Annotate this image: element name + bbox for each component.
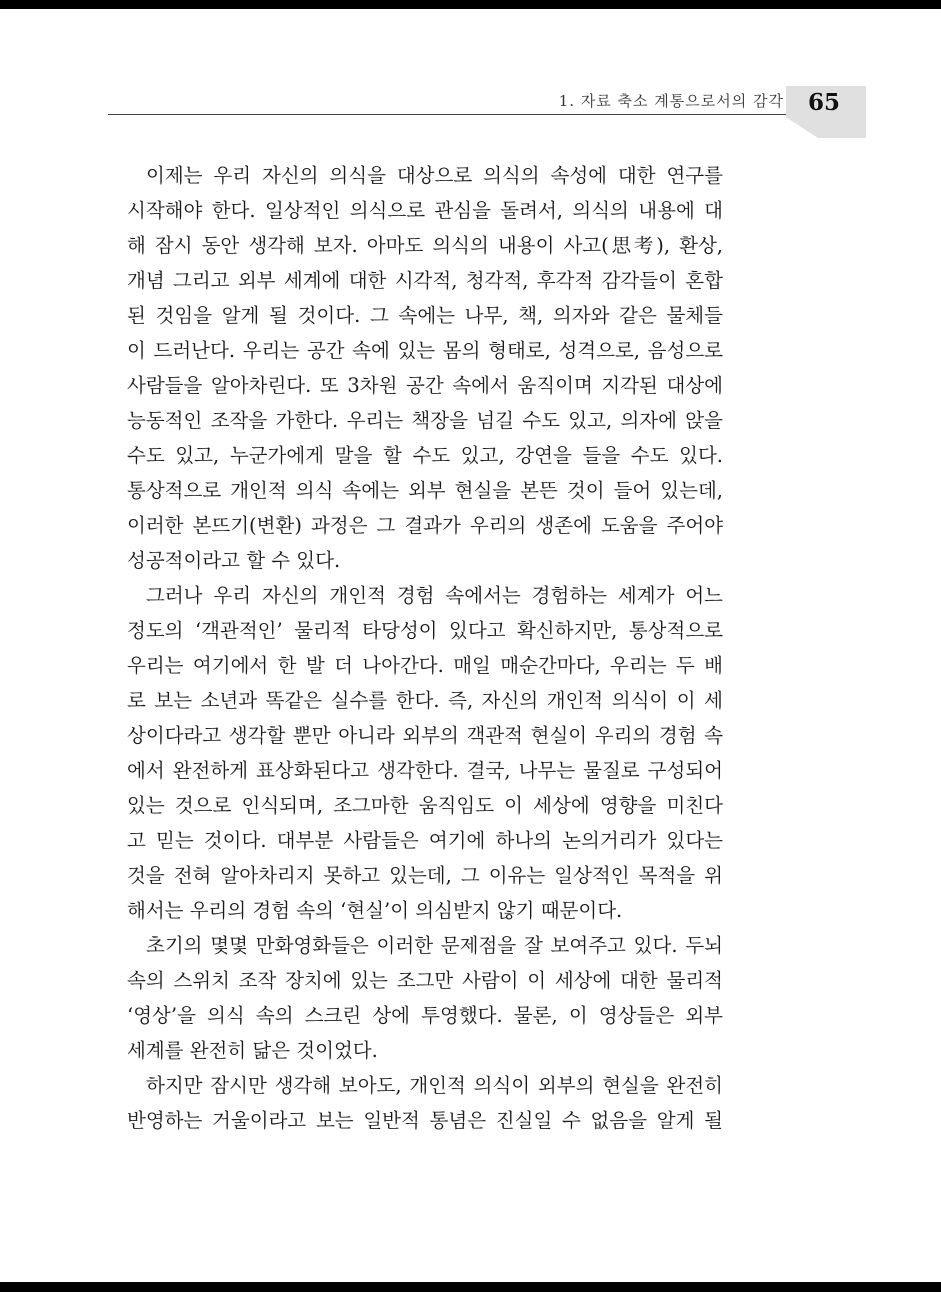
text-line: 정도의 ‘객관적인’ 물리적 타당성이 있다고 확신하지만, 통상적으로 bbox=[127, 619, 723, 642]
text-line: 상이다라고 생각할 뿐만 아니라 외부의 객관적 현실이 우리의 경험 속 bbox=[127, 724, 723, 747]
paragraph-1 bbox=[108, 158, 723, 578]
text-line: 하지만 잠시만 생각해 보아도, 개인적 의식이 외부의 현실을 완전히 bbox=[146, 1074, 723, 1097]
text-line: 이 드러난다. 우리는 공간 속에 있는 몸의 형태로, 성격으로, 음성으로 bbox=[127, 339, 723, 362]
text-line: 이제는 우리 자신의 의식을 대상으로 의식의 속성에 대한 연구를 bbox=[146, 164, 723, 187]
body-text bbox=[108, 158, 723, 1138]
paragraph-3 bbox=[108, 928, 723, 1068]
text-line: 수도 있고, 누군가에게 말을 할 수도 있고, 강연을 들을 수도 있다. bbox=[127, 444, 723, 467]
chapter-title: 1. 자료 축소 계통으로서의 감각 bbox=[558, 92, 784, 110]
text-line: 시작해야 한다. 일상적인 의식으로 관심을 돌려서, 의식의 내용에 대 bbox=[127, 199, 723, 222]
text-line: 것을 전혀 알아차리지 못하고 있는데, 그 이유는 일상적인 목적을 위 bbox=[127, 864, 723, 887]
text-line: 우리는 여기에서 한 발 더 나아간다. 매일 매순간마다, 우리는 두 배 bbox=[127, 654, 723, 677]
text-line: 개념 그리고 외부 세계에 대한 시각적, 청각적, 후각적 감각들이 혼합 bbox=[127, 269, 723, 292]
bottom-border bbox=[0, 1282, 941, 1292]
top-border bbox=[0, 0, 941, 9]
text-line: 사람들을 알아차린다. 또 3차원 공간 속에서 움직이며 지각된 대상에 bbox=[127, 374, 723, 397]
text-line: 고 믿는 것이다. 대부분 사람들은 여기에 하나의 논의거리가 있다는 bbox=[127, 829, 723, 852]
running-head bbox=[108, 86, 786, 115]
text-line: 반영하는 거울이라고 보는 일반적 통념은 진실일 수 없음을 알게 될 bbox=[127, 1109, 723, 1132]
text-line: 해서는 우리의 경험 속의 ‘현실’이 의심받지 않기 때문이다. bbox=[127, 899, 623, 922]
paragraph-4 bbox=[108, 1068, 723, 1138]
text-line: 이러한 본뜨기(변환) 과정은 그 결과가 우리의 생존에 도움을 주어야 bbox=[127, 514, 723, 537]
page-number: 65 bbox=[807, 89, 840, 116]
text-line: 있는 것으로 인식되며, 조그마한 움직임도 이 세상에 영향을 미친다 bbox=[127, 794, 723, 817]
text-line: 로 보는 소년과 똑같은 실수를 한다. 즉, 자신의 개인적 의식이 이 세 bbox=[127, 689, 723, 712]
text-line: 속의 스위치 조작 장치에 있는 조그만 사람이 이 세상에 대한 물리적 bbox=[127, 969, 723, 992]
text-line: 그러나 우리 자신의 개인적 경험 속에서는 경험하는 세계가 어느 bbox=[146, 584, 723, 607]
paragraph-2 bbox=[108, 578, 723, 928]
text-line: 해 잠시 동안 생각해 보자. 아마도 의식의 내용이 사고(思考), 환상, bbox=[127, 234, 723, 257]
text-line: 된 것임을 알게 될 것이다. 그 속에는 나무, 책, 의자와 같은 물체들 bbox=[127, 304, 723, 327]
text-line: 성공적이라고 할 수 있다. bbox=[127, 549, 341, 572]
text-line: ‘영상’을 의식 속의 스크린 상에 투영했다. 물론, 이 영상들은 외부 bbox=[127, 1004, 723, 1027]
text-line: 세계를 완전히 닮은 것이었다. bbox=[127, 1039, 378, 1062]
text-line: 능동적인 조작을 가한다. 우리는 책장을 넘길 수도 있고, 의자에 앉을 bbox=[127, 409, 723, 432]
text-line: 통상적으로 개인적 의식 속에는 외부 현실을 본뜬 것이 들어 있는데, bbox=[127, 479, 723, 502]
text-line: 에서 완전하게 표상화된다고 생각한다. 결국, 나무는 물질로 구성되어 bbox=[127, 759, 723, 782]
text-line: 초기의 몇몇 만화영화들은 이러한 문제점을 잘 보여주고 있다. 두뇌 bbox=[146, 934, 723, 957]
